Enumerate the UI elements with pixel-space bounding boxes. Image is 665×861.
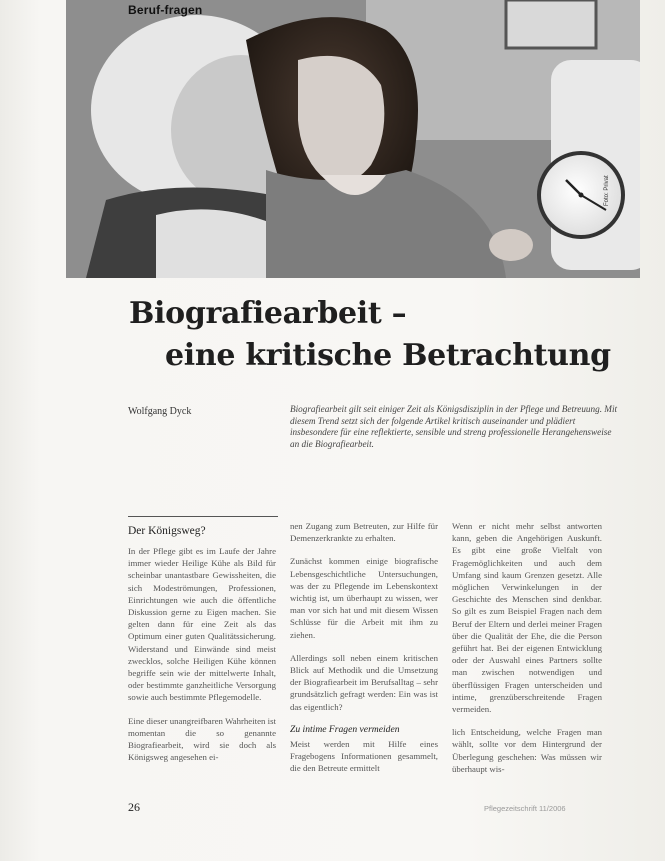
paragraph: Wenn er nicht mehr selbst antworten kann, geben die Angehörigen Auskunft. Es gibt eine große Vielfalt von Fragemöglichkeiten und auch dem Umfang sind kaum Grenzen gesetzt. Alle möglichen Verwinkelungen in der Geschichte des Menschen sind denkbar. So gilt es zum Beispiel Fragen nach dem Beruf der Eltern und derlei meiner Fragen über die Qualität der Ehe, die die Person geführt hat. Bei der eigenen Entwicklung oder der Auswahl eines Partners sollte man zwischen notwendigen und überflüssigen Fragen unterscheiden und intime, grenzüberschreitende Fragen vermeiden. [452, 521, 602, 715]
photo-illustration [66, 0, 640, 278]
column-2 [290, 520, 438, 786]
article-title-line2: eine kritische Betrachtung [165, 338, 611, 373]
column-3 [452, 520, 602, 786]
page-number: 26 [128, 800, 140, 814]
paragraph: Eine dieser unangreifbaren Wahrheiten ist momentan die so genannte Biografiearbeit, wird sie doch als Königsweg angesehen ei- [128, 715, 276, 763]
article-photo [66, 0, 640, 278]
paragraph: nen Zugang zum Betreuten, zur Hilfe für Demenzerkrankte zu erhalten. [290, 521, 438, 544]
section-rule [128, 516, 278, 517]
photo-credit: Foto: Privat [604, 175, 610, 206]
paragraph: Zunächst kommen einige biografische Lebensgeschichtliche Untersuchungen, was der zu Pflegende im Lebenskontext wichtig ist, um überhaupt zu wissen, wer man vor sich hat und mit diesem Wissen Schlüsse für die Arbeit mit ihm zu ziehen. [290, 556, 438, 640]
column-1 [128, 545, 276, 774]
article-title-line1: Biografiearbeit – [129, 296, 407, 331]
lead-paragraph [290, 404, 620, 450]
section-tag: Beruf-fragen [128, 3, 203, 17]
paragraph: Meist werden mit Hilfe eines Fragebogens Informationen gesammelt, die den Betreute ermittelt [290, 739, 438, 774]
lead-text: Biografiearbeit gilt seit einiger Zeit als Königsdisziplin in der Pflege und Betreuung. Mit diesem Trend setzt sich der folgende Artikel kritisch auseinander und plädiert insbesondere für eine reflektierte, sensible und streng professionelle Herangehensweise an die Biografiearbeit. [290, 404, 618, 449]
subheading: Zu intime Fragen vermeiden [290, 723, 400, 735]
section-heading: Der Königsweg? [128, 525, 206, 537]
author-name: Wolfgang Dyck [128, 406, 192, 417]
paragraph: Allerdings soll neben einem kritischen Blick auf Methodik und die Umsetzung der Biografiearbeit im Berufsalltag – sehr grundsätzlich gefragt werden: Ein was ist das eigentlich? [290, 652, 438, 712]
paragraph: In der Pflege gibt es im Laufe der Jahre immer wieder Heilige Kühe als Bild für scheinbar unantastbare Gewissheiten, die sich Modeströmungen, Professionen, Einrichtungen wie auch die öffentliche Diskussion gerne zu Eigen machen. Sie gelten dann für eine Zeit als das Optimum einer guten Qualitätssicherung. Widerstand und Einwände sind meist zwecklos, solche Heiligen Kühe können begriffe sein wie der mittelwerte Inhalt, oder bestimmte ganzheitliche Versorgung sowie auch bestimmte Pflegemodelle. [128, 546, 276, 703]
footer-publication: Pflegezeitschrift 11/2006 [484, 804, 566, 813]
paragraph: lich Entscheidung, welche Fragen man wählt, sollte vor dem Hintergrund der Überlegung geschehen: Was müssen wir überhaupt wis- [452, 727, 602, 774]
